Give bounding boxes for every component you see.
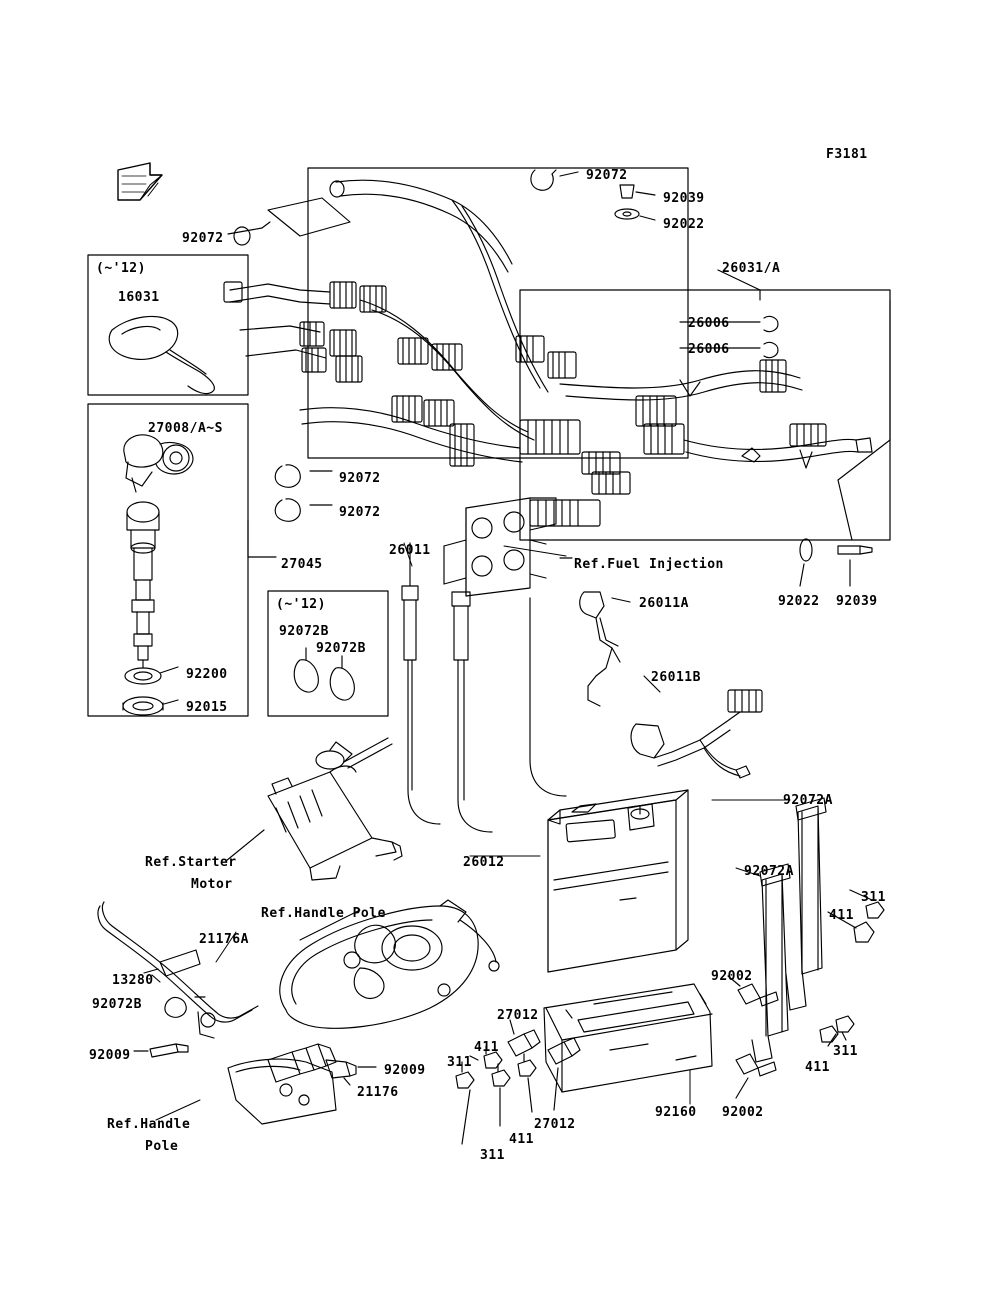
label-92009-left: 92009 [89,1048,131,1063]
label-year-note-92072b: (~'12) [276,597,326,612]
label-92002-upper: 92002 [711,969,753,984]
label-311-d: 311 [480,1148,505,1163]
label-92002-lower: 92002 [722,1105,764,1120]
label-year-note-16031: (~'12) [96,261,146,276]
part-26012-battery [548,790,688,972]
label-92022-top: 92022 [663,217,705,232]
label-411-b: 411 [474,1040,499,1055]
part-26011B [631,676,762,778]
label-ref-starter-motor-2: Motor [191,877,233,892]
label-92009-right: 92009 [384,1063,426,1078]
label-92200: 92200 [186,667,228,682]
figure-code: F3181 [826,147,868,162]
label-ref-handle-pole-bottom-2: Pole [145,1139,179,1154]
part-27045 [123,502,276,715]
label-27012-lower: 27012 [534,1117,576,1132]
label-26011: 26011 [389,543,431,558]
label-26006-b: 26006 [688,342,730,357]
label-27045: 27045 [281,557,323,572]
part-16031 [109,316,214,393]
label-16031: 16031 [118,290,160,305]
label-92072-clip-a: 92072 [339,471,381,486]
label-92072-left: 92072 [182,231,224,246]
label-92022-right: 92022 [778,594,820,609]
front-arrow-icon [118,163,162,200]
label-311-a: 311 [861,890,886,905]
part-27008 [124,435,193,492]
label-ref-starter-motor: Ref.Starter [145,855,237,870]
label-27008: 27008/A~S [148,421,223,436]
label-26012: 26012 [463,855,505,870]
part-26011A [530,592,630,796]
label-ref-handle-pole-top: Ref.Handle Pole [261,906,386,921]
label-92039-right: 92039 [836,594,878,609]
label-92015: 92015 [186,700,228,715]
label-311-b: 311 [447,1055,472,1070]
label-92072b-left: 92072B [92,997,142,1012]
label-411-c: 411 [805,1060,830,1075]
ref-starter-motor [226,738,402,880]
part-26011 [402,543,492,832]
label-411-d: 411 [509,1132,534,1147]
part-92160-tray [544,984,712,1092]
part-fuel-injection [444,498,600,596]
label-92160: 92160 [655,1105,697,1120]
label-ref-fuel-injection: Ref.Fuel Injection [574,557,724,572]
label-92072a-a: 92072A [783,793,833,808]
part-21176 [228,1044,376,1124]
label-92072b-b: 92072B [316,641,366,656]
label-26011a: 26011A [639,596,689,611]
label-411-a: 411 [829,908,854,923]
label-92072-top: 92072 [586,168,628,183]
label-26006-a: 26006 [688,316,730,331]
label-21176: 21176 [357,1085,399,1100]
label-92072b-a: 92072B [279,624,329,639]
label-311-c: 311 [833,1044,858,1059]
label-92039-top: 92039 [663,191,705,206]
label-26031-a: 26031/A [722,261,781,276]
label-26011b: 26011B [651,670,701,685]
label-13280: 13280 [112,973,154,988]
label-92072-clip-b: 92072 [339,505,381,520]
part-92072A-bands [752,798,826,1062]
label-27012-upper: 27012 [497,1008,539,1023]
label-ref-handle-pole-bottom: Ref.Handle [107,1117,191,1132]
label-92072a-b: 92072A [744,864,794,879]
label-21176a: 21176A [199,932,249,947]
